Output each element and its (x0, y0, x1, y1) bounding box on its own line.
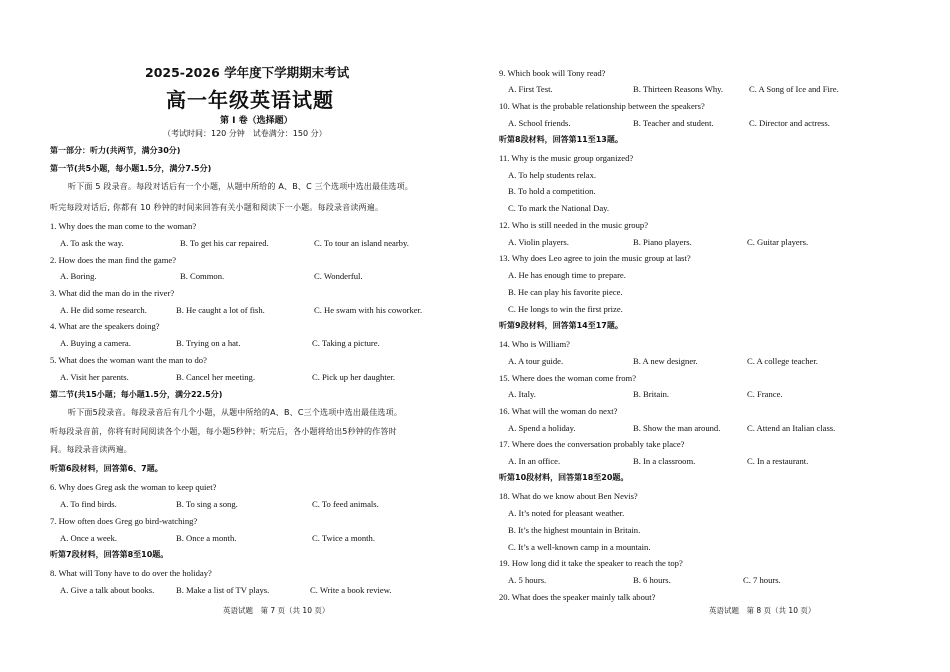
option-c: C. To feed animals. (312, 499, 379, 509)
option-b: B. Teacher and student. (633, 118, 714, 128)
option-a: A. To help students relax. (508, 170, 597, 180)
option-a: A. Buying a camera. (60, 338, 131, 348)
option-a: A. 5 hours. (508, 575, 547, 585)
question-stem: 9. Which book will Tony read? (499, 68, 606, 78)
question-stem: 5. What does the woman want the man to do? (50, 355, 207, 365)
option-c: C. A Song of Ice and Fire. (749, 84, 839, 94)
option-c: C. He longs to win the first prize. (508, 304, 623, 314)
option-b: B. Make a list of TV plays. (176, 585, 270, 595)
option-b: B. In a classroom. (633, 456, 696, 466)
exam-subject-title: 高一年级英语试题 (166, 88, 334, 112)
option-c: C. Attend an Italian class. (747, 423, 836, 433)
question-stem: 17. Where does the conversation probably take place? (499, 439, 685, 449)
section1-instruction: 听完每段对话后, 你都有 10 秒钟的时间来回答有关小题和阅读下一小题。每段录音读两遍。 (50, 203, 384, 212)
section1-instruction: 听下面 5 段录音。每段对话后有一个小题，从题中所给的 A、B、C 三个选项中选出最佳选项。 (68, 182, 414, 191)
option-a: A. Give a talk about books. (60, 585, 155, 595)
option-b: B. Cancel her meeting. (176, 372, 255, 382)
option-b: B. Common. (180, 271, 225, 281)
option-a: A. Spend a holiday. (508, 423, 576, 433)
question-stem: 3. What did the man do in the river? (50, 288, 175, 298)
volume-title: 第 I 卷（选择题） (220, 116, 293, 126)
option-c: C. Director and actress. (749, 118, 830, 128)
material-heading: 听第8段材料，回答第11至13题。 (499, 135, 623, 144)
material-heading: 听第9段材料，回答第14至17题。 (499, 321, 623, 330)
option-c: C. In a restaurant. (747, 456, 809, 466)
option-b: B. He caught a lot of fish. (176, 305, 265, 315)
section2-instruction: 间。每段录音读两遍。 (50, 445, 132, 454)
option-c: C. Write a book review. (310, 585, 392, 595)
option-c: C. 7 hours. (743, 575, 781, 585)
section2-title: 第二节(共15小题；每小题1.5分，满分22.5分) (50, 390, 223, 399)
material-heading: 听第7段材料，回答第8至10题。 (50, 550, 169, 559)
page-footer: 英语试题 第 7 页（共 10 页） (223, 606, 330, 615)
material-heading: 听第6段材料，回答第6、7题。 (50, 464, 163, 473)
option-b: B. To sing a song. (176, 499, 238, 509)
question-stem: 13. Why does Leo agree to join the music group at last? (499, 253, 691, 263)
material-heading: 听第10段材料，回答第18至20题。 (499, 473, 629, 482)
option-c: C. He swam with his coworker. (314, 305, 423, 315)
option-a: A. Italy. (508, 389, 536, 399)
option-b: B. Show the man around. (633, 423, 721, 433)
option-a: A. Violin players. (508, 237, 569, 247)
option-c: C. To tour an island nearby. (314, 238, 409, 248)
option-a: A. School friends. (508, 118, 571, 128)
option-b: B. He can play his favorite piece. (508, 287, 623, 297)
option-b: B. To hold a competition. (508, 186, 596, 196)
option-c: C. Twice a month. (312, 533, 375, 543)
exam-year-title: 2025-2026 学年度下学期期末考试 (145, 65, 350, 80)
question-stem: 12. Who is still needed in the music group? (499, 220, 649, 230)
question-stem: 7. How often does Greg go bird-watching? (50, 516, 198, 526)
question-stem: 4. What are the speakers doing? (50, 321, 160, 331)
question-stem: 6. Why does Greg ask the woman to keep quiet? (50, 482, 217, 492)
option-c: C. Wonderful. (314, 271, 363, 281)
option-b: B. Thirteen Reasons Why. (633, 84, 724, 94)
option-c: C. Taking a picture. (312, 338, 380, 348)
question-stem: 2. How does the man find the game? (50, 255, 177, 265)
part1-title: 第一部分：听力(共两节，满分30分) (50, 146, 181, 155)
option-a: A. In an office. (508, 456, 561, 466)
option-b: B. Trying on a hat. (176, 338, 241, 348)
option-b: B. A new designer. (633, 356, 698, 366)
question-stem: 1. Why does the man come to the woman? (50, 221, 197, 231)
section2-instruction: 听每段录音前，你将有时间阅读各个小题，每小题5秒钟；听完后，各小题将给出5秒钟的作答时 (50, 427, 397, 436)
section1-title: 第一节(共5小题，每小题1.5分，满分7.5分) (50, 164, 212, 173)
option-c: C. To mark the National Day. (508, 203, 610, 213)
exam-info: （考试时间：120 分钟 试卷满分：150 分） (163, 129, 327, 138)
option-c: C. Guitar players. (747, 237, 809, 247)
question-stem: 18. What do we know about Ben Nevis? (499, 491, 638, 501)
page-footer: 英语试题 第 8 页（共 10 页） (709, 606, 816, 615)
option-a: A. To ask the way. (60, 238, 124, 248)
option-b: B. It’s the highest mountain in Britain. (508, 525, 641, 535)
option-a: A. He did some research. (60, 305, 147, 315)
option-a: A. To find birds. (60, 499, 117, 509)
question-stem: 19. How long did it take the speaker to reach the top? (499, 558, 683, 568)
option-a: A. It’s noted for pleasant weather. (508, 508, 625, 518)
option-b: B. 6 hours. (633, 575, 671, 585)
question-stem: 14. Who is William? (499, 339, 570, 349)
option-c: C. Pick up her daughter. (312, 372, 396, 382)
section2-instruction: 听下面5段录音。每段录音后有几个小题，从题中所给的A、B、C三个选项中选出最佳选项。 (68, 408, 403, 417)
option-b: B. To get his car repaired. (180, 238, 269, 248)
option-c: C. A college teacher. (747, 356, 818, 366)
question-stem: 16. What will the woman do next? (499, 406, 618, 416)
option-a: A. Boring. (60, 271, 97, 281)
option-a: A. Once a week. (60, 533, 118, 543)
option-a: A. First Test. (508, 84, 553, 94)
option-c: C. France. (747, 389, 783, 399)
option-a: A. A tour guide. (508, 356, 564, 366)
option-b: B. Britain. (633, 389, 670, 399)
question-stem: 20. What does the speaker mainly talk about? (499, 592, 656, 602)
question-stem: 8. What will Tony have to do over the holiday? (50, 568, 212, 578)
option-c: C. It’s a well-known camp in a mountain. (508, 542, 651, 552)
question-stem: 11. Why is the music group organized? (499, 153, 634, 163)
question-stem: 10. What is the probable relationship between the speakers? (499, 101, 705, 111)
option-b: B. Once a month. (176, 533, 237, 543)
option-a: A. Visit her parents. (60, 372, 129, 382)
option-b: B. Piano players. (633, 237, 692, 247)
question-stem: 15. Where does the woman come from? (499, 373, 637, 383)
option-a: A. He has enough time to prepare. (508, 270, 626, 280)
